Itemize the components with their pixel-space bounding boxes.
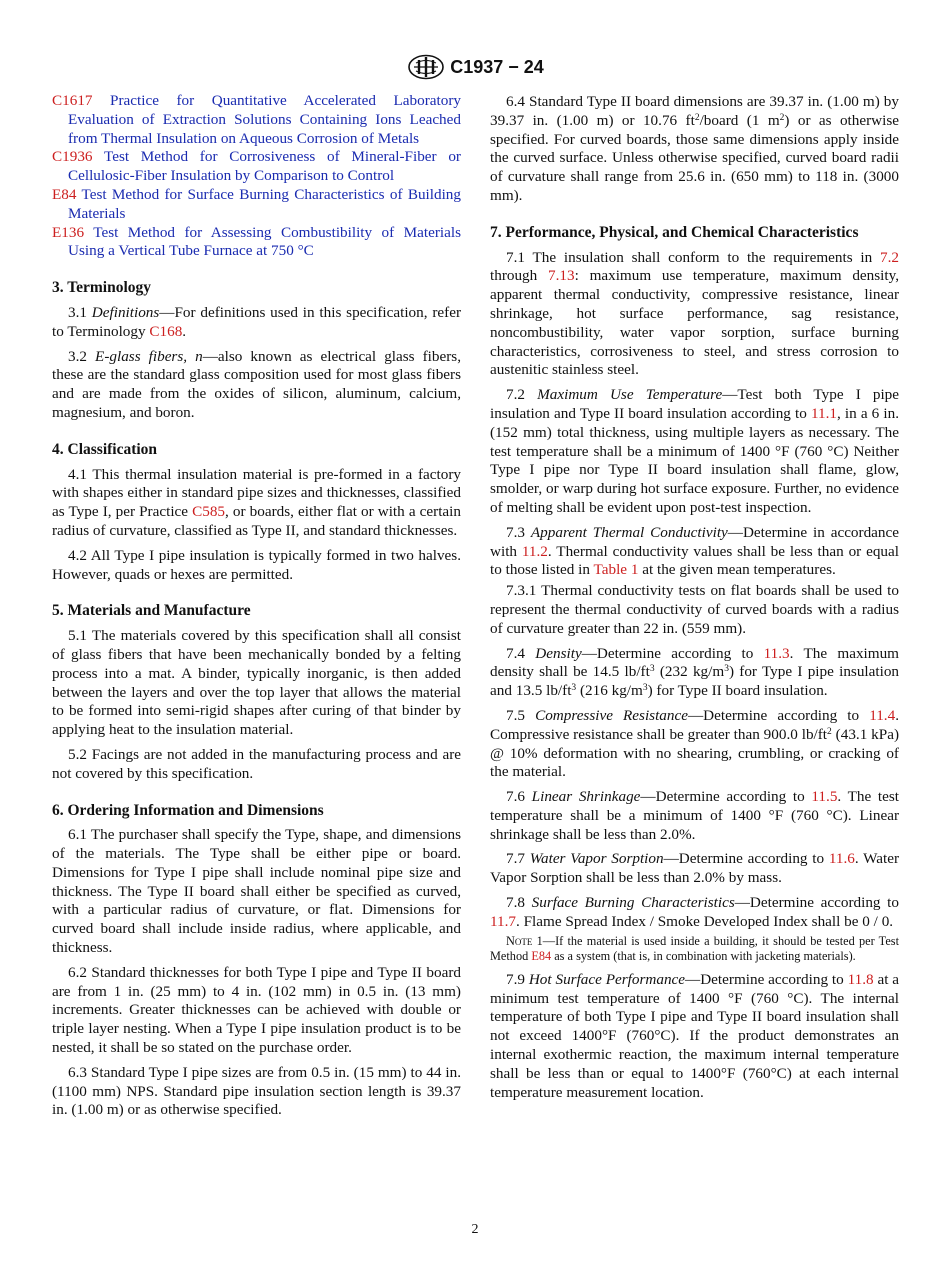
reference-code[interactable]: C1617: [52, 92, 93, 109]
paragraph-7-5: 7.5 Compressive Resistance—Determine according to 11.4. Compressive resistance shall be greater than 900.0 $lb/ft^2$ (43.1 kPa) @ 10% deformation with no shearing, crumbling, or cracking of the material.: [490, 706, 900, 781]
reference-title[interactable]: Test Method for Assessing Combustibility of Materials Using a Vertical Tube Furnace at 750 °C: [68, 223, 461, 260]
paragraph-7-1: 7.1 The insulation shall conform to the requirements in 7.2 through 7.13: maximum use temperature, maximum density, apparent thermal conductivity, compressive resistance, linear shrinkage, hot surface performance, sag resistance, noncombustibility, water vapor sorption, surface burning characteristics, corrosiveness to steel, and stress corrosion to austenitic stainless steel.: [490, 248, 900, 379]
section-heading-performance: 7. Performance, Physical, and Chemical Characteristics: [490, 223, 859, 241]
reference-title[interactable]: Test Method for Corrosiveness of Mineral-Fiber or Cellulosic-Fiber Insulation by Comparison to Control: [68, 148, 461, 185]
paragraph-7-4: 7.4 Density—Determine according to 11.3. The maximum density shall be 14.5 $lb/ft^3$ (232 $kg/m^3$) for Type I pipe insulation and 13.5 $lb/ft^3$ (216 $kg/m^3$) for Type II board insulation.: [490, 644, 900, 700]
note-1: Note 1—If the material is used inside a building, it should be tested per Test Method E84 as a system (that is, in combination with jacketing materials).: [490, 933, 899, 964]
link-11-8[interactable]: 11.8: [847, 970, 874, 988]
link-7-13[interactable]: 7.13: [548, 267, 575, 285]
section-heading-classification: 4. Classification: [52, 440, 158, 458]
paragraph-7-7: 7.7 Water Vapor Sorption—Determine according to 11.6. Water Vapor Sorption shall be less than 2.0% by mass.: [490, 850, 899, 887]
paragraph-5-1: 5.1 The materials covered by this specification shall all consist of glass fibers that have been mechanically bonded by a felting process into a mat. A binder, typically inorganic, is then added between the layers and over the top layer that allows the material to be formed into semi-rigid shapes after curing of that binder by applying heat to the insulation material.: [52, 627, 461, 739]
reference-item: [52, 92, 461, 148]
paragraph-4-2: 4.2 All Type I pipe insulation is typically formed in two halves. However, quads or hexes are permitted.: [52, 546, 461, 583]
link-11-3[interactable]: 11.3: [763, 644, 790, 662]
paragraph-7-3-1: 7.3.1 Thermal conductivity tests on flat boards shall be used to represent the thermal conductivity of curved boards with a radius of curvature greater than 22 in. (559 mm).: [490, 582, 899, 637]
link-table-1[interactable]: Table 1: [593, 561, 639, 579]
paragraph-7-6: 7.6 Linear Shrinkage—Determine according to 11.5. The test temperature shall be a minimum of 1400 °F (760 °C). Linear shrinkage shall be less than 2.0%.: [490, 788, 899, 843]
paragraph-4-1: 4.1 This thermal insulation material is pre-formed in a factory with shapes either in standard pipe sizes and thicknesses, classified as Type I, per Practice C585, or boards, either flat or with a certain radius of curvature, classified as Type II, and standard thicknesses.: [52, 465, 461, 539]
reference-code[interactable]: E84: [52, 185, 77, 203]
reference-item: [52, 224, 461, 262]
paragraph-5-2: 5.2 Facings are not added in the manufacturing process and are not covered by this specification.: [52, 745, 461, 782]
link-c585[interactable]: C585: [192, 503, 226, 521]
section-heading-terminology: 3. Terminology: [52, 279, 152, 297]
link-c168[interactable]: C168: [149, 322, 183, 340]
link-11-5[interactable]: 11.5: [811, 788, 838, 806]
left-column: [52, 92, 461, 1126]
paragraph-3-1: 3.1 Definitions—For definitions used in this specification, refer to Terminology C168.: [52, 303, 462, 340]
reference-title[interactable]: Test Method for Surface Burning Characteristics of Building Materials: [68, 185, 461, 222]
paragraph-7-2: 7.2 Maximum Use Temperature—Test both Type I pipe insulation and Type II board insulation according to 11.1, in a 6 in. (152 mm) total thickness, using multiple layers as necessary. The test temperature shall be a minimum of 1400 °F (760 °C) Neither Type I pipe nor Type II board insulation shall flame, glow, smolder, or warp during hot surface exposure. Further, no evidence of melting shall be evident upon post-test inspection.: [490, 386, 900, 516]
link-7-2[interactable]: 7.2: [880, 248, 899, 266]
page-number: 2: [471, 1222, 479, 1237]
reference-title[interactable]: Practice for Quantitative Accelerated Laboratory Evaluation of Extraction Solutions Containing Ions Leached from Thermal Insulation on Aqueous Corrosion of Metals: [68, 92, 461, 147]
reference-item: [52, 186, 461, 224]
link-e84[interactable]: E84: [531, 949, 552, 964]
reference-code[interactable]: C1936: [52, 148, 93, 166]
reference-item: [52, 148, 461, 186]
right-column: [490, 93, 899, 1108]
paragraph-3-2: 3.2 E-glass fibers, n—also known as electrical glass fibers, these are the standard glass composition used for most glass fibers and are made from the oxides of silicon, aluminum, calcium, magnesium, and boron.: [52, 347, 461, 421]
astm-logo-icon: [406, 54, 446, 80]
paragraph-6-4: 6.4 Standard Type II board dimensions are 39.37 in. (1.00 m) by 39.37 in. (1.00 m) or 10.76 $ft^2$/board (1 $m^2$) or as otherwise specified. For curved boards, those same dimensions apply inside the curved surface. Unless otherwise specified, curved board radii of curvature shall range from 25.6 in. (650 mm) to 118 in. (3000 mm).: [490, 93, 900, 204]
paragraph-6-1: 6.1 The purchaser shall specify the Type, shape, and dimensions of the materials. The Type shall be either pipe or board. Dimensions for Type I pipe shall include nominal pipe size and thickness. The Type II board shall either be specified as curved, with a particular radius of curvature, or flat. Dimensions for curved board shall include inside radius, where applicable, and thickness.: [52, 826, 461, 957]
reference-code[interactable]: E136: [52, 223, 85, 241]
document-id: C1937 − 24: [450, 56, 544, 77]
paragraph-6-2: 6.2 Standard thicknesses for both Type I pipe and Type II board are from 1 in. (25 mm) to 4 in. (102 mm) in 0.5 in. (13 mm) increments. Greater thicknesses can be achieved with double or triple layer nesting. When a Type I pipe insulation product is to be nested, it shall be so stated on the purchase order.: [52, 963, 461, 1057]
paragraph-6-3: 6.3 Standard Type I pipe sizes are from 0.5 in. (15 mm) to 44 in. (1100 mm) NPS. Standard pipe insulation section length is 39.37 in. (1.00 m) or as otherwise specified.: [52, 1063, 461, 1119]
paragraph-7-8: 7.8 Surface Burning Characteristics—Determine according to 11.7. Flame Spread Index / Smoke Developed Index shall be 0 / 0.: [490, 894, 899, 930]
link-11-1[interactable]: 11.1: [810, 404, 837, 422]
link-11-2[interactable]: 11.2: [521, 542, 548, 560]
section-heading-ordering: 6. Ordering Information and Dimensions: [52, 801, 324, 819]
paragraph-7-3: 7.3 Apparent Thermal Conductivity—Determine in accordance with 11.2. Thermal conductivity values shall be less than or equal to those listed in Table 1 at the given mean temperatures.: [490, 523, 899, 579]
link-11-4[interactable]: 11.4: [869, 706, 896, 724]
link-11-7[interactable]: 11.7: [490, 912, 517, 930]
link-11-6[interactable]: 11.6: [828, 850, 855, 868]
page-header: [0, 54, 950, 85]
paragraph-7-9: 7.9 Hot Surface Performance—Determine according to 11.8 at a minimum test temperature of 1400 °F (760 °C). The internal temperature of both Type I pipe and Type II board insulation shall not exceed 1400°F (760°C). If the product demonstrates an internal exothermic reaction, the maximum internal temperature shall be less than or equal to 1400°F (760°C) at each internal temperature measurement location.: [490, 970, 900, 1101]
section-heading-materials: 5. Materials and Manufacture: [52, 602, 251, 620]
